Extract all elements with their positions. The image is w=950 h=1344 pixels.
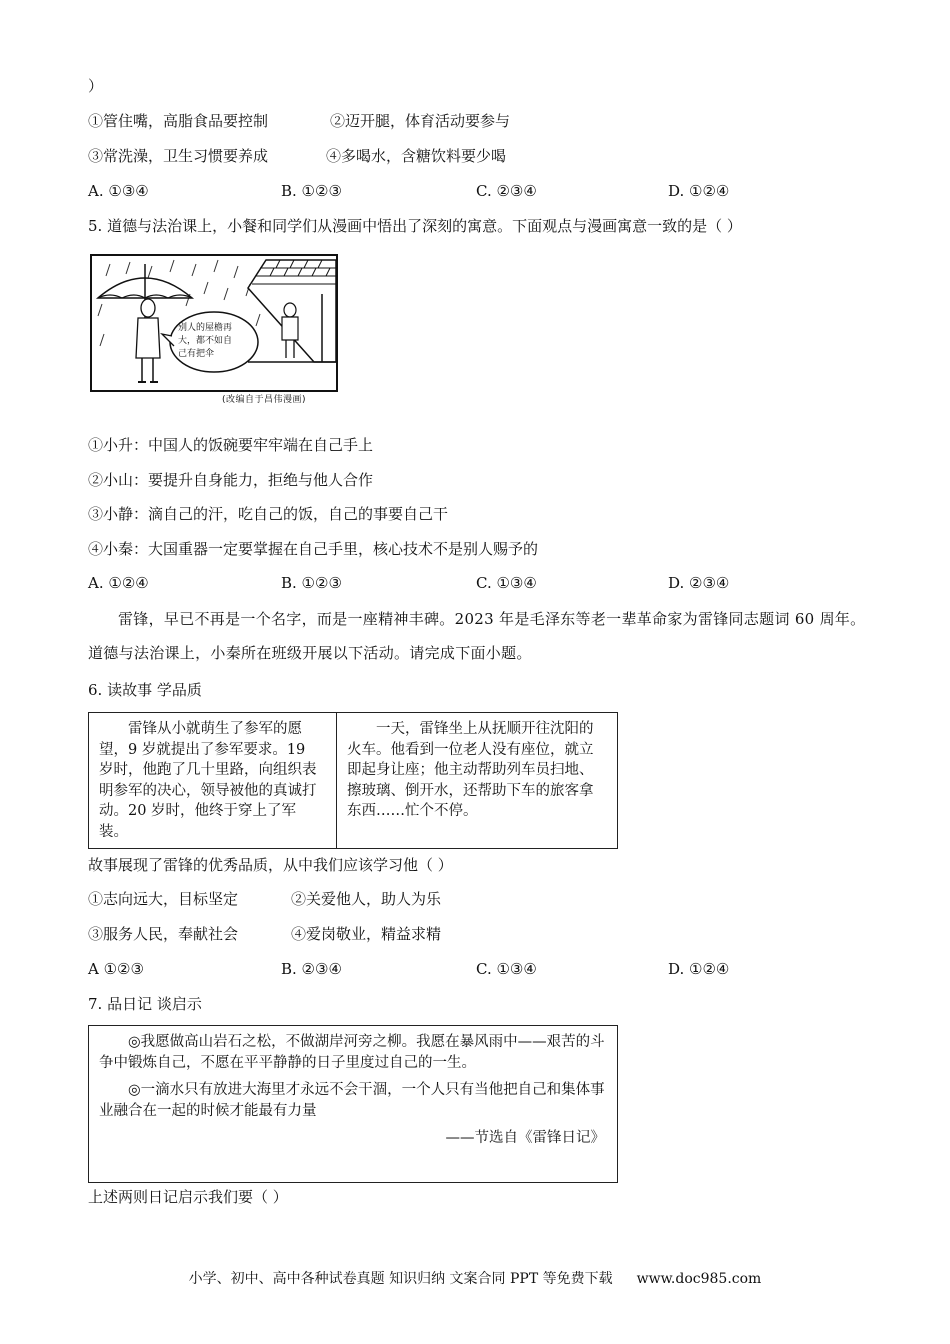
q6-item-1: ①志向远大，目标坚定: [88, 890, 239, 908]
comic-bubble-line-1: 别人的屋檐再: [178, 323, 233, 333]
comic-bubble-line-2: 大，都不如自: [178, 336, 233, 346]
q4-item-4: ④多喝水，含糖饮料要少喝: [326, 147, 507, 165]
q4-item-3: ③常洗澡，卫生习惯要养成: [88, 147, 269, 165]
footer-url[interactable]: www.doc985.com: [636, 1271, 762, 1287]
q6-title: 6. 读故事 学品质: [88, 681, 202, 699]
q6-option-c: C. ①③④: [476, 960, 537, 978]
comic-illustration: [90, 254, 338, 392]
q4-item-1: ①管住嘴，高脂食品要控制: [88, 112, 269, 130]
q4-item-2: ②迈开腿，体育活动要参与: [330, 112, 511, 130]
footer-text: 小学、初中、高中各种试卷真题 知识归纳 文案合同 PPT 等免费下载: [188, 1271, 613, 1287]
q4-option-d: D. ①②④: [668, 182, 730, 200]
q5-item-1: ①小升：中国人的饭碗要牢牢端在自己手上: [88, 436, 374, 454]
q6-option-b: B. ②③④: [281, 960, 342, 978]
q6-option-a: A ①②③: [88, 960, 144, 978]
q7-diary-box: [88, 1025, 618, 1183]
q4-option-c: C. ②③④: [476, 182, 537, 200]
q6-option-d: D. ①②④: [668, 960, 730, 978]
q6-story-left: 雷锋从小就萌生了参军的愿望，9 岁就提出了参军要求。19 岁时，他跑了几十里路，向组织表明参军的决心，领导被他的真诚打动。20 岁时，他终于穿上了军装。: [89, 713, 337, 848]
q5-item-2: ②小山：要提升自身能力，拒绝与他人合作: [88, 471, 374, 489]
q7-stem: 上述两则日记启示我们要（ ）: [88, 1188, 288, 1206]
comic-bubble-line-3: 己有把伞: [178, 349, 215, 359]
q4-option-a: A. ①③④: [88, 182, 149, 200]
leifeng-intro: 雷锋，早已不再是一个名字，而是一座精神丰碑。2023 年是毛泽东等老一辈革命家为雷锋同志题词 60 周年。道德与法治课上，小秦所在班级开展以下活动。请完成下面小题。: [88, 610, 866, 662]
q5-option-a: A. ①②④: [88, 574, 149, 592]
q7-diary-source: ——节选自《雷锋日记》: [445, 1130, 605, 1146]
q5-item-4: ④小秦：大国重器一定要掌握在自己手里，核心技术不是别人赐予的: [88, 540, 539, 558]
q7-diary-2: ◎一滴水只有放进大海里才永远不会干涸，一个人只有当他把自己和集体事业融合在一起的时候才能最有力量: [99, 1082, 605, 1119]
q6-story-right: 一天，雷锋坐上从抚顺开往沈阳的火车。他看到一位老人没有座位，就立即起身让座；他主动帮助列车员扫地、擦玻璃、倒开水，还帮助下车的旅客拿东西……忙个不停。: [347, 721, 594, 819]
q6-item-4: ④爱岗敬业，精益求精: [291, 925, 442, 943]
q5-option-c: C. ①③④: [476, 574, 537, 592]
q4-option-b: B. ①②③: [281, 182, 342, 200]
q7-diary-1: ◎我愿做高山岩石之松，不做湖岸河旁之柳。我愿在暴风雨中——艰苦的斗争中锻炼自己，不愿在平平静静的日子里度过自己的一生。: [99, 1034, 605, 1071]
q6-item-3: ③服务人民，奉献社会: [88, 925, 239, 943]
q6-story-table: [88, 712, 618, 849]
page-footer: [0, 1268, 950, 1288]
q5-item-3: ③小静：滴自己的汗，吃自己的饭，自己的事要自己干: [88, 505, 449, 523]
q4-stem-tail: ）: [88, 77, 104, 95]
q6-item-2: ②关爱他人，助人为乐: [291, 890, 442, 908]
comic-caption: (改编自于昌伟漫画): [222, 395, 307, 405]
q6-stem: 故事展现了雷锋的优秀品质，从中我们应该学习他（ ）: [88, 856, 453, 874]
q5-option-d: D. ②③④: [668, 574, 730, 592]
q5-stem: 5. 道德与法治课上，小餐和同学们从漫画中悟出了深刻的寓意。下面观点与漫画寓意一致的是（ ）: [88, 217, 742, 235]
q7-title: 7. 品日记 谈启示: [88, 995, 202, 1013]
q5-option-b: B. ①②③: [281, 574, 342, 592]
